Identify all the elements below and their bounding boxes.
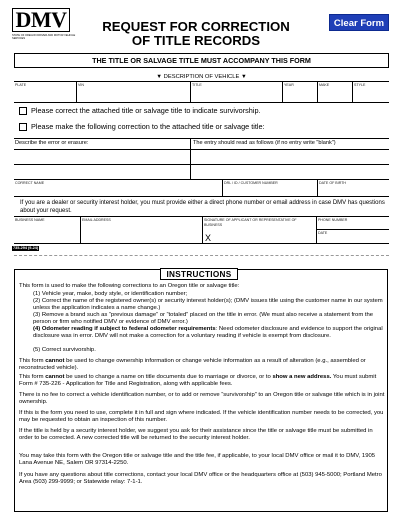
divider — [14, 196, 389, 197]
email-input[interactable] — [82, 224, 201, 242]
instructions-intro: This form is used to make the following corrections to an Oregon title or salvage title: — [19, 283, 240, 289]
error-description-input[interactable] — [15, 150, 189, 178]
dmv-logo-subtitle: STATE OF OREGON DRIVER AND MOTOR VEHICLE SERVICES — [12, 34, 76, 41]
style-label: STYLE — [354, 83, 366, 87]
title-number-label: TITLE — [192, 83, 202, 87]
business-name-input[interactable] — [15, 224, 79, 242]
divider — [14, 138, 389, 139]
instructions-paragraph-4: If this is the form you need to use, complete it in full and sign where indicated. If the vehicle identification number needs to be corrected, you may be requested to obtain an inspection of this number. — [19, 410, 384, 423]
form-title-line1: REQUEST FOR CORRECTION — [102, 19, 290, 34]
instructions-paragraph-6: You may take this form with the Oregon title or salvage title and the title fee, if applicable, to your local DMV office or mail it to DMV, 1905 Lana Avenue NE, Salem OR 97314-2250. — [19, 453, 376, 466]
dob-input[interactable] — [319, 186, 388, 195]
vin-label: VIN — [78, 83, 84, 87]
signature-input[interactable] — [214, 230, 314, 242]
survivorship-checkbox[interactable] — [19, 107, 27, 115]
signature-label: SIGNATURE OF APPLICANT OR REPRESENTATIVE OF BUSINESS — [204, 218, 297, 227]
dealer-note: If you are a dealer or security interest holder, you must provide either a direct phone number or email address in case DMV has questions about your request. — [20, 200, 385, 214]
divider — [190, 138, 191, 179]
date-label: DATE — [318, 231, 328, 235]
vin-input[interactable] — [78, 88, 189, 101]
instruction-item-2: (2) Correct the name of the registered owner(s) or security interest holder(s); (DMV issues title using the customer name in our system unless the application indicates a name change.) — [33, 298, 383, 311]
instructions-paragraph-3: There is no fee to correct a vehicle identification number, or to add or remove “survivorship” to an Oregon title or salvage title which is in joint ownership. — [19, 392, 385, 405]
owner-name-label: CORRECT NAME — [15, 181, 45, 185]
make-input[interactable] — [319, 88, 351, 101]
p2-text-cannot: cannot — [45, 374, 65, 380]
divider — [352, 81, 353, 102]
phone-input[interactable] — [318, 223, 388, 229]
p2-text-e: You must submit Form # 735-226 - Application for Title and Registration, along with applicable fees. — [19, 374, 377, 387]
dl-number-label: DRL / ID / CUSTOMER NUMBER — [224, 181, 278, 185]
divider — [14, 243, 389, 244]
divider — [80, 216, 81, 243]
form-title — [86, 20, 306, 48]
phone-label: PHONE NUMBER — [318, 218, 348, 222]
p2-text-a: This form — [19, 374, 46, 380]
divider — [317, 81, 318, 102]
instruction-item-1: (1) Vehicle year, make, body style, or identification number; — [33, 291, 188, 297]
divider — [14, 102, 389, 103]
form-title-line2: OF TITLE RECORDS — [131, 33, 261, 48]
divider — [222, 179, 223, 196]
divider — [202, 216, 203, 243]
business-name-label: BUSINESS NAME — [15, 218, 45, 222]
correction-checkbox[interactable] — [19, 123, 27, 131]
plate-label: PLATE — [15, 83, 27, 87]
year-label: YEAR — [284, 83, 294, 87]
vehicle-description-heading: ▼ DESCRIPTION OF VEHICLE ▼ — [156, 74, 247, 80]
p2-text-address: show a new address. — [272, 374, 332, 380]
clear-form-button[interactable]: Clear Form — [329, 14, 389, 31]
instruction-item-4: (4) Odometer reading if subject to federal odometer requirements: Need odometer disclosure and evidence to support the original disclosure was in error. DMV will not make a correction for a voluntary reading if vehicle is exempt from disclosure. — [33, 326, 383, 339]
make-label: MAKE — [319, 83, 330, 87]
describe-error-label: Describe the error or erasure: — [15, 140, 89, 146]
email-label: EMAIL ADDRESS — [82, 218, 111, 222]
divider — [316, 216, 317, 243]
correct-entry-input[interactable] — [192, 150, 388, 178]
divider — [282, 81, 283, 102]
divider — [14, 81, 389, 82]
divider — [76, 81, 77, 102]
divider — [190, 81, 191, 102]
instructions-paragraph-7: If you have any questions about title corrections, contact your local DMV office or the headquarters office at (503) 945-5000; Portland Metro Area (503) 299-9999; or Statewide relay: 7-1-1. — [19, 472, 382, 485]
signature-x-mark: X — [205, 233, 212, 243]
dob-label: DATE OF BIRTH — [319, 181, 347, 185]
instructions-paragraph-2 — [19, 374, 385, 388]
instruction-item-3: (3) Remove a brand such as “previous damage” or “totaled” placed on the title in error. (We must also receive a statement from the person or firm who notified DMV or evidence of DMV error.) — [33, 312, 374, 325]
instruction-item-4-lead: (4) Odometer reading if subject to federal odometer requirements — [33, 326, 216, 332]
plate-input[interactable] — [15, 88, 75, 101]
instruction-item-5: (5) Correct survivorship. — [33, 347, 96, 353]
style-input[interactable] — [354, 88, 388, 101]
p1-text-c: be used to change ownership information or change vehicle information as a result of alteration (e.g., assembled or reconstructed vehicle). — [19, 358, 366, 371]
dl-number-input[interactable] — [224, 186, 316, 195]
should-read-label: The entry should read as follows (if no entry write "blank") — [193, 140, 336, 146]
dmv-logo: DMV — [15, 7, 67, 32]
p2-text-c: be used to change a name on title documents due to marriage or divorce, or to — [64, 374, 273, 380]
title-number-input[interactable] — [192, 88, 281, 101]
date-input[interactable] — [318, 236, 388, 242]
instructions-heading: INSTRUCTIONS — [160, 268, 238, 280]
p1-text-a: This form — [19, 358, 46, 364]
divider — [316, 229, 389, 230]
divider — [317, 179, 318, 196]
p1-text-cannot: cannot — [45, 358, 65, 364]
instructions-paragraph-1 — [19, 358, 385, 372]
divider — [14, 255, 389, 256]
year-input[interactable] — [284, 88, 316, 101]
divider — [14, 179, 389, 180]
form-number: 735-294 (9-24) — [13, 246, 39, 250]
survivorship-option-label: Please correct the attached title or salvage title to indicate survivorship. — [31, 106, 261, 115]
owner-name-input[interactable] — [15, 186, 221, 195]
title-must-accompany-banner: THE TITLE OR SALVAGE TITLE MUST ACCOMPANY THIS FORM — [14, 53, 389, 68]
correction-option-label: Please make the following correction to the attached title or salvage title: — [31, 122, 265, 131]
instructions-paragraph-5: If the title is held by a security interest holder, we suggest you ask for their assistance since the title or salvage title must be submitted in order to be corrected. A new corrected title will be returned to the security interest holder. — [19, 428, 373, 441]
